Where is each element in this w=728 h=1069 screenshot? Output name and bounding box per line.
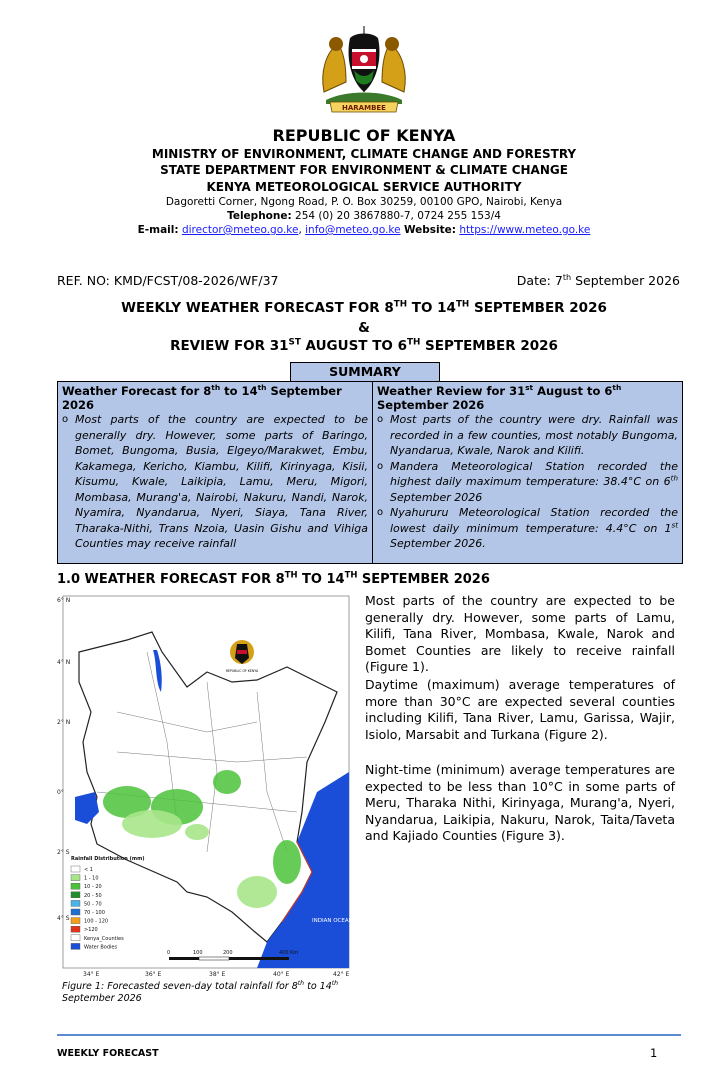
figure-1-caption	[62, 981, 352, 1005]
scale-label: 400 Km	[279, 950, 299, 956]
legend-swatch	[71, 918, 80, 924]
heading-sup: st	[525, 383, 534, 393]
title-part: SEPTEMBER 2026	[469, 300, 607, 316]
legend-label: 50 - 70	[84, 901, 102, 908]
page-number: 1	[650, 1046, 658, 1060]
forecast-summary-heading	[62, 384, 368, 412]
legend-title: Rainfall Distribution (mm)	[71, 856, 145, 862]
contact-line	[0, 224, 728, 236]
scale-label: 0	[167, 950, 171, 956]
reference-number: REF. NO: KMD/FCST/08-2026/WF/37	[57, 273, 279, 288]
review-title	[0, 338, 728, 354]
heading-part: August to 6	[533, 384, 613, 398]
forecast-paragraph-minimum-temperature: Night-time (minimum) average temperatures are expected to be less than 10°C in some parts of Meru, Tharaka Nithi, Kirinyaga, Murang'a, Nyeri, Nyandarua, Laikipia, Nakuru, Narok, Taita/Taveta and Kajiado Counties (Figure 3).	[365, 762, 675, 843]
legend-swatch	[71, 943, 80, 949]
title-part: TO 14	[407, 300, 456, 316]
forecast-summary-item: o Most parts of the country are expected to be generally dry. However, some parts of Baringo, Bomet, Bungoma, Busia, Elgeyo/Marakwet, Embu, Kakamega, Kericho, Kiambu, Kilifi, Kirinyaga, Kisii, Kisumu, Kwale, Laikipia, Lamu, Meru, Migori, Mombasa, Murang'a, Nairobi, Nakuru, Nandi, Narok, Nyamira, Nyandarua, Nyeri, Siaya, Tana River, Tharaka-Nithi, Trans Nzoia, Uasin Gishu and Vihiga Counties may receive rainfall	[62, 412, 368, 552]
heading-sup: th	[211, 383, 221, 393]
heading-part: Weather Review for 31	[377, 384, 526, 398]
email-separator: ,	[298, 224, 302, 236]
footer-label: WEEKLY FORECAST	[57, 1048, 159, 1059]
review-summary-item: o Most parts of the country were dry. Rainfall was recorded in a few counties, most notably Bungoma, Nyandarua, Kwale, Narok and Kilifi.	[377, 412, 678, 459]
title-sup: TH	[284, 569, 298, 580]
title-part: SEPTEMBER 2026	[420, 338, 558, 354]
title-sup: TH	[407, 337, 421, 348]
review-summary-item	[377, 505, 678, 552]
title-sup: ST	[288, 337, 301, 348]
legend-label: Kenya_Counties	[84, 935, 124, 942]
heading-part: September 2026	[377, 398, 485, 412]
legend-swatch	[71, 900, 80, 906]
heading-sup: th	[257, 383, 267, 393]
lat-label: 4° N	[57, 659, 71, 666]
summary-label: SUMMARY	[290, 362, 440, 382]
ministry-name: MINISTRY OF ENVIRONMENT, CLIMATE CHANGE AND FORESTRY	[151, 147, 577, 161]
legend-label: Water Bodies	[84, 944, 118, 951]
review-summary-item	[377, 459, 678, 506]
legend-label: 100 - 120	[84, 918, 109, 925]
legend-label: < 1	[84, 867, 93, 873]
website-label: Website:	[403, 224, 456, 236]
document-date	[517, 273, 680, 288]
email-label: E-mail:	[137, 224, 179, 236]
legend-swatch	[71, 909, 80, 915]
caption-sup: th	[331, 979, 339, 987]
legend-label: >120	[84, 927, 98, 934]
item-part: September 2026	[390, 490, 483, 504]
heading-sup: th	[612, 383, 622, 393]
address-line: Dagoretti Corner, Ngong Road, P. O. Box 30259, 00100 GPO, Nairobi, Kenya	[165, 196, 563, 208]
title-part: 1.0 WEATHER FORECAST FOR 8	[57, 572, 285, 587]
title-part: SEPTEMBER 2026	[357, 572, 490, 587]
website-link[interactable]: https://www.meteo.go.ke	[459, 224, 591, 236]
item-part: Mandera Meteorological Station recorded the highest daily maximum temperature: 38.4°C on 6	[390, 459, 678, 488]
item-sup: th	[670, 473, 678, 483]
scale-label: 200	[223, 950, 233, 956]
title-part: TO 14	[297, 572, 345, 587]
legend-swatch	[71, 935, 80, 941]
legend-swatch	[71, 866, 80, 872]
date-text: Date: 7	[516, 273, 563, 288]
heading-part: September 2026	[62, 384, 342, 412]
title-ampersand: &	[358, 320, 370, 336]
lat-label: 2° S	[57, 849, 70, 856]
lat-label: 6° N	[57, 597, 71, 604]
lon-label: 38° E	[209, 971, 226, 978]
legend-label: 20 - 50	[84, 892, 102, 899]
caption-part: Figure 1: Forecasted seven-day total rainfall for 8	[62, 981, 298, 992]
lat-label: 2° N	[57, 719, 71, 726]
forecast-paragraph-rainfall: Most parts of the country are expected to be generally dry. However, some parts of Lamu, Kilifi, Tana River, Mombasa, Kwale, Narok and Bomet Counties are likely to receive rainfall (Figure 1).	[365, 593, 675, 674]
legend-swatch	[71, 926, 80, 932]
forecast-summary-column	[58, 382, 373, 563]
legend-label: 10 - 20	[84, 884, 102, 891]
item-part: September 2026.	[390, 537, 486, 550]
lon-label: 36° E	[145, 971, 162, 978]
section-1-title	[57, 569, 490, 587]
date-superscript: th	[562, 271, 572, 282]
summary-table	[57, 381, 683, 564]
inset-caption: REPUBLIC OF KENYA	[225, 669, 259, 673]
caption-part: September 2026	[62, 993, 142, 1004]
forecast-title	[0, 300, 728, 316]
lon-label: 34° E	[83, 971, 100, 978]
footer-rule	[57, 1034, 681, 1036]
date-month-year: September 2026	[571, 273, 680, 288]
telephone-value: 254 (0) 20 3867880-7, 0724 255 153/4	[295, 210, 501, 222]
rainfall-forecast-map	[57, 592, 357, 980]
review-summary-column	[373, 382, 682, 563]
legend-swatch	[71, 875, 80, 881]
legend-label: 1 - 10	[84, 875, 99, 882]
telephone-label: Telephone:	[227, 210, 292, 222]
caption-part: to 14	[304, 981, 332, 992]
coat-of-arms-logo	[316, 22, 412, 114]
title-sup: TH	[455, 299, 470, 310]
heading-part: Weather Forecast for 8	[62, 384, 212, 398]
email-link-director[interactable]: director@meteo.go.ke	[181, 224, 299, 236]
authority-name: KENYA METEOROLOGICAL SERVICE AUTHORITY	[206, 180, 522, 194]
lon-label: 42° E	[333, 971, 350, 978]
ocean-label: INDIAN OCEAN	[312, 918, 353, 924]
title-sup: TH	[344, 569, 358, 580]
motto-text: HARAMBEE	[342, 104, 386, 112]
heading-part: to 14	[220, 384, 258, 398]
review-summary-heading	[377, 384, 678, 412]
scale-label: 100	[193, 950, 203, 956]
legend-swatch	[71, 892, 80, 898]
lat-label: 0°	[57, 789, 64, 796]
lon-label: 40° E	[273, 971, 290, 978]
lat-label: 4° S	[57, 915, 70, 922]
title-part: AUGUST TO 6	[300, 338, 407, 354]
title-part: REVIEW FOR 31	[170, 338, 289, 354]
telephone-line	[0, 210, 728, 222]
item-sup: st	[671, 519, 678, 529]
forecast-paragraph-maximum-temperature: Daytime (maximum) average temperatures of more than 30°C are expected several counties including Kilifi, Tana River, Lamu, Garissa, Wajir, Isiolo, Marsabit and Turkana (Figure 2).	[365, 677, 675, 742]
republic-title: REPUBLIC OF KENYA	[272, 126, 456, 145]
title-part: WEEKLY WEATHER FORECAST FOR 8	[121, 300, 394, 316]
legend-swatch	[71, 883, 80, 889]
state-department-name: STATE DEPARTMENT FOR ENVIRONMENT & CLIMATE CHANGE	[160, 163, 568, 177]
email-link-info[interactable]: info@meteo.go.ke	[305, 224, 401, 236]
item-part: Nyahururu Meteorological Station recorded the lowest daily minimum temperature: 4.4°C on 1	[390, 506, 678, 535]
caption-sup: th	[297, 979, 305, 987]
title-sup: TH	[393, 299, 408, 310]
legend-label: 70 - 100	[84, 910, 105, 916]
